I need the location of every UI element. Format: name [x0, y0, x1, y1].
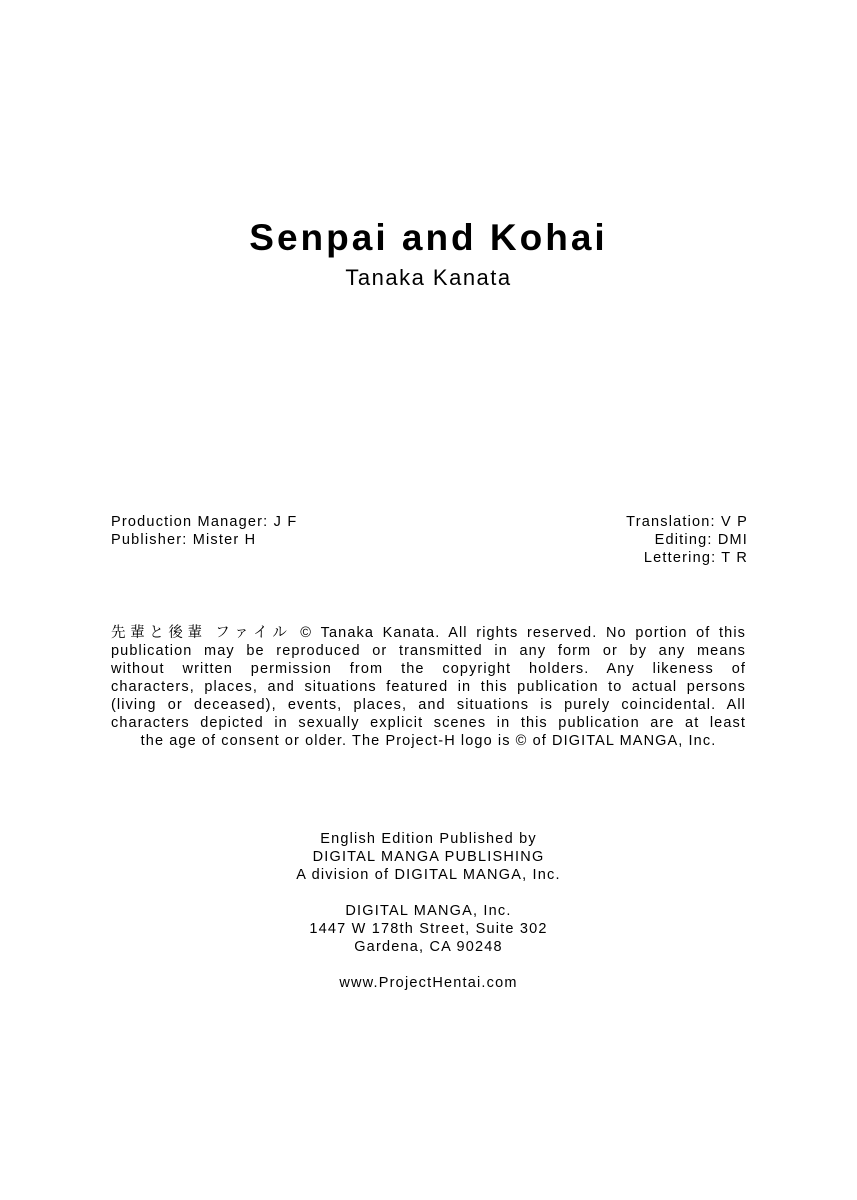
spacer — [0, 956, 857, 974]
credit-publisher: Publisher: Mister H — [111, 532, 257, 548]
credits-left — [111, 513, 297, 549]
credit-editing: Editing: DMI — [654, 532, 748, 548]
publisher-info — [0, 830, 857, 992]
notice-line: the age of consent or older. The Project-H logo is © of DIGITAL MANGA, Inc. — [140, 733, 717, 749]
company-street: 1447 W 178th Street, Suite 302 — [309, 921, 548, 937]
publisher-line: English Edition Published by — [320, 831, 537, 847]
credit-production-manager: Production Manager: J F — [111, 514, 298, 530]
author-name: Tanaka Kanata — [345, 265, 512, 290]
credit-translation: Translation: V P — [626, 514, 748, 530]
notice-line: publication may be reproduced or transmitted in any form or by any means — [111, 643, 746, 659]
spacer — [0, 884, 857, 902]
credits-right — [626, 513, 748, 567]
copyright-notice — [111, 624, 746, 750]
publisher-division: A division of DIGITAL MANGA, Inc. — [296, 867, 561, 883]
company-name: DIGITAL MANGA, Inc. — [345, 903, 512, 919]
notice-line: 先輩と後輩 ファイル © Tanaka Kanata. All rights reserved. No portion of this — [111, 625, 746, 641]
notice-line: characters, places, and situations featured in this publication to actual persons — [111, 679, 746, 695]
notice-line: (living or deceased), events, places, and situations is purely coincidental. All — [111, 697, 746, 713]
notice-line: characters depicted in sexually explicit scenes in this publication are at least — [111, 715, 746, 731]
notice-line: without written permission from the copyright holders. Any likeness of — [111, 661, 746, 677]
company-city: Gardena, CA 90248 — [354, 939, 503, 955]
website-url: www.ProjectHentai.com — [339, 975, 518, 991]
publisher-name: DIGITAL MANGA PUBLISHING — [312, 849, 545, 865]
credit-lettering: Lettering: T R — [643, 550, 748, 566]
book-title: Senpai and Kohai — [249, 217, 608, 258]
